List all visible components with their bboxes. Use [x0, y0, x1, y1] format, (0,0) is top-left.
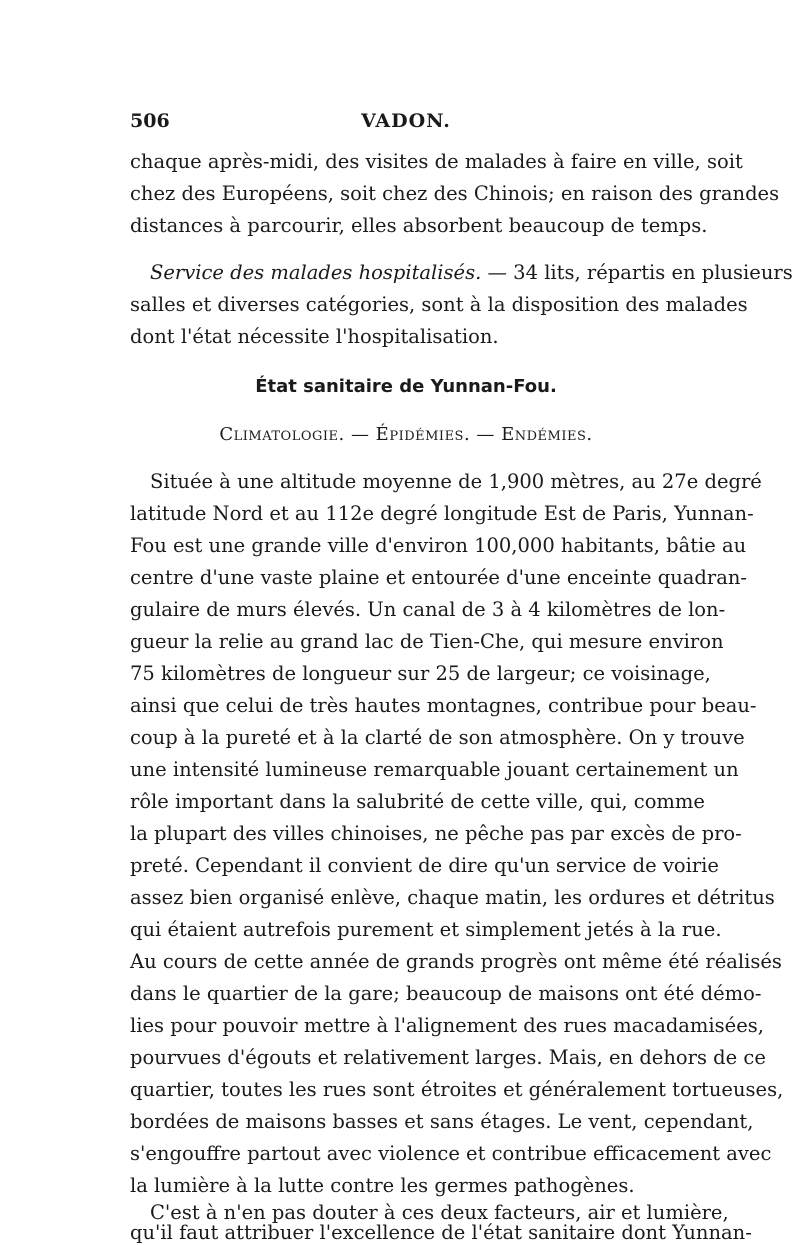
paragraph-3-line-18: lies pour pouvoir mettre à l'alignement des rues macadamisées,: [130, 1014, 764, 1037]
paragraph-4-line-2: qu'il faut attribuer l'excellence de l'état sanitaire dont Yunnan-: [130, 1221, 752, 1244]
paragraph-3-line-9: coup à la pureté et à la clarté de son atmosphère. On y trouve: [130, 726, 745, 749]
section-title: État sanitaire de Yunnan-Fou.: [255, 376, 557, 397]
paragraph-3-line-15: qui étaient autrefois purement et simplement jetés à la rue.: [130, 918, 722, 941]
paragraph-1-line-2: chez des Européens, soit chez des Chinois; en raison des grandes: [130, 182, 780, 205]
paragraph-1-line-1: chaque après-midi, des visites de malades à faire en ville, soit: [130, 150, 743, 173]
paragraph-3-line-2: latitude Nord et au 112e degré longitude Est de Paris, Yunnan-: [130, 502, 754, 525]
paragraph-3-line-23: la lumière à la lutte contre les germes pathogènes.: [130, 1174, 635, 1197]
paragraph-3-line-10: une intensité lumineuse remarquable jouant certainement un: [130, 758, 739, 781]
paragraph-2-line-2: salles et diverses catégories, sont à la disposition des malades: [130, 293, 748, 316]
paragraph-2-line-1-rest: — 34 lits, répartis en plusieurs: [481, 261, 793, 284]
paragraph-2-line-1: [150, 257, 793, 289]
paragraph-3-line-4: centre d'une vaste plaine et entourée d'une enceinte quadran-: [130, 566, 748, 589]
running-head: [130, 104, 682, 140]
paragraph-3-line-12: la plupart des villes chinoises, ne pêche pas par excès de pro-: [130, 822, 742, 845]
paragraph-3-line-16: Au cours de cette année de grands progrès ont même été réalisés: [130, 950, 782, 973]
paragraph-3-line-21: bordées de maisons basses et sans étages. Le vent, cependant,: [130, 1110, 754, 1133]
section-subtitle: Climatologie. — Épidémies. — Endémies.: [219, 424, 593, 445]
italic-heading: Service des malades hospitalisés.: [150, 261, 482, 284]
paragraph-3-line-11: rôle important dans la salubrité de cette ville, qui, comme: [130, 790, 705, 813]
paragraph-3-line-14: assez bien organisé enlève, chaque matin, les ordures et détritus: [130, 886, 775, 909]
paragraph-3-line-19: pourvues d'égouts et relativement larges. Mais, en dehors de ce: [130, 1046, 766, 1069]
paragraph-3-line-20: quartier, toutes les rues sont étroites et généralement tortueuses,: [130, 1078, 784, 1101]
paragraph-3-line-8: ainsi que celui de très hautes montagnes, contribue pour beau-: [130, 694, 757, 717]
paragraph-3-line-17: dans le quartier de la gare; beaucoup de maisons ont été démo-: [130, 982, 762, 1005]
page-number: 506: [130, 110, 170, 132]
paragraph-3-line-1: Située à une altitude moyenne de 1,900 mètres, au 27e degré: [150, 470, 762, 493]
paragraph-3-line-13: preté. Cependant il convient de dire qu'un service de voirie: [130, 854, 719, 877]
paragraph-2-line-3: dont l'état nécessite l'hospitalisation.: [130, 325, 499, 348]
paragraph-1-line-3: distances à parcourir, elles absorbent beaucoup de temps.: [130, 214, 708, 237]
paragraph-4-line-1: C'est à n'en pas douter à ces deux facteurs, air et lumière,: [150, 1201, 729, 1224]
running-title: VADON.: [361, 110, 451, 132]
paragraph-3-line-7: 75 kilomètres de longueur sur 25 de largeur; ce voisinage,: [130, 662, 711, 685]
paragraph-3-line-6: gueur la relie au grand lac de Tien-Che, qui mesure environ: [130, 630, 724, 653]
paragraph-3-line-22: s'engouffre partout avec violence et contribue efficacement avec: [130, 1142, 772, 1165]
paragraph-3-line-3: Fou est une grande ville d'environ 100,000 habitants, bâtie au: [130, 534, 747, 557]
paragraph-3-line-5: gulaire de murs élevés. Un canal de 3 à 4 kilomètres de lon-: [130, 598, 726, 621]
